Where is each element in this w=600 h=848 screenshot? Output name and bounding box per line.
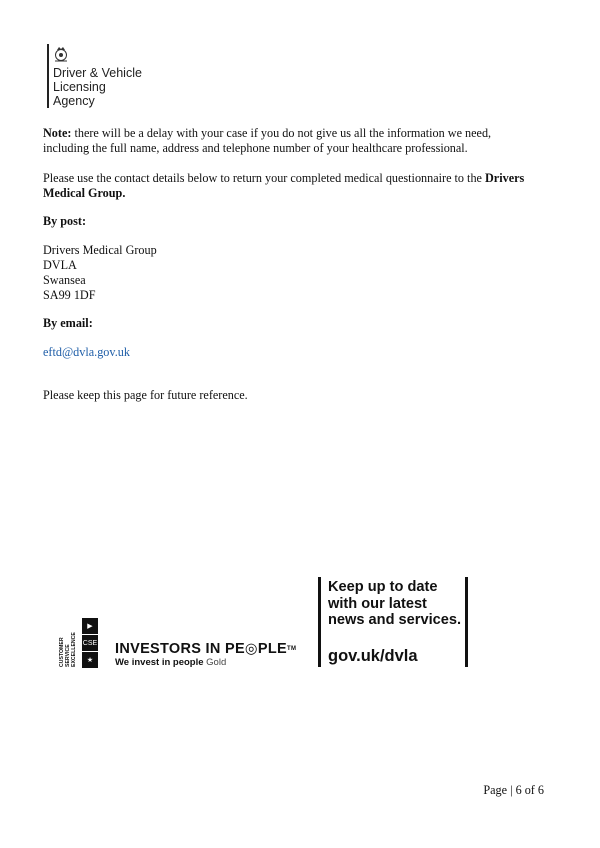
agency-name-line: Driver & Vehicle <box>53 66 142 80</box>
iip-level: Gold <box>206 657 227 668</box>
address-line: Swansea <box>43 273 86 287</box>
star-icon: ★ <box>82 652 98 668</box>
agency-name-line: Agency <box>53 94 95 108</box>
promo-right-border <box>465 577 468 667</box>
post-heading: By post: <box>43 214 87 228</box>
address-line: DVLA <box>43 258 77 272</box>
play-icon: ▶ <box>82 618 98 634</box>
page-number <box>483 783 544 798</box>
email-heading: By email: <box>43 316 93 330</box>
page-label: Page <box>483 783 508 797</box>
postal-address <box>43 243 157 303</box>
agency-name-line: Licensing <box>53 80 106 94</box>
agency-name <box>53 66 142 108</box>
email-link[interactable]: eftd@dvla.gov.uk <box>43 345 130 359</box>
promo-line: Keep up to date <box>328 579 438 595</box>
address-line: Drivers Medical Group <box>43 243 157 257</box>
contact-group-name-cont: Medical Group. <box>43 186 126 200</box>
news-promo-block <box>318 577 468 667</box>
contact-group-name: Drivers <box>485 171 525 185</box>
page-separator: | <box>510 783 513 797</box>
investors-in-people-badge <box>115 642 296 669</box>
note-text-cont: including the full name, address and telephone number of your healthcare professional. <box>43 141 468 155</box>
address-line: SA99 1DF <box>43 288 96 302</box>
promo-line: with our latest <box>328 595 427 612</box>
promo-url[interactable]: gov.uk/dvla <box>328 647 418 665</box>
logo-divider <box>47 44 49 108</box>
page-count: 6 of 6 <box>515 783 544 797</box>
royal-crest-icon <box>53 46 69 63</box>
iip-tagline: We invest in people <box>115 657 204 668</box>
cse-text-line: CUSTOMER <box>59 637 65 667</box>
cse-text-line: EXCELLENCE <box>71 632 77 667</box>
note-text: there will be a delay with your case if you do not give us all the information we need, <box>71 126 492 140</box>
customer-service-excellence-badge <box>60 616 100 668</box>
note-paragraph <box>43 126 491 156</box>
keep-note: Please keep this page for future reference. <box>43 388 248 402</box>
promo-message <box>328 579 461 629</box>
cse-text-line: SERVICE <box>65 644 71 667</box>
cse-vertical-text <box>60 618 80 668</box>
iip-trademark: TM <box>286 646 297 652</box>
promo-line: news and services. <box>328 612 462 628</box>
promo-left-border <box>318 577 321 667</box>
contact-text: Please use the contact details below to return your completed medical questionnaire to the <box>43 171 485 185</box>
contact-paragraph <box>43 171 524 201</box>
cse-box-label: CSE <box>82 635 98 651</box>
iip-title: INVESTORS IN PE◎PLE <box>115 641 287 657</box>
note-label: Note: <box>43 126 72 140</box>
